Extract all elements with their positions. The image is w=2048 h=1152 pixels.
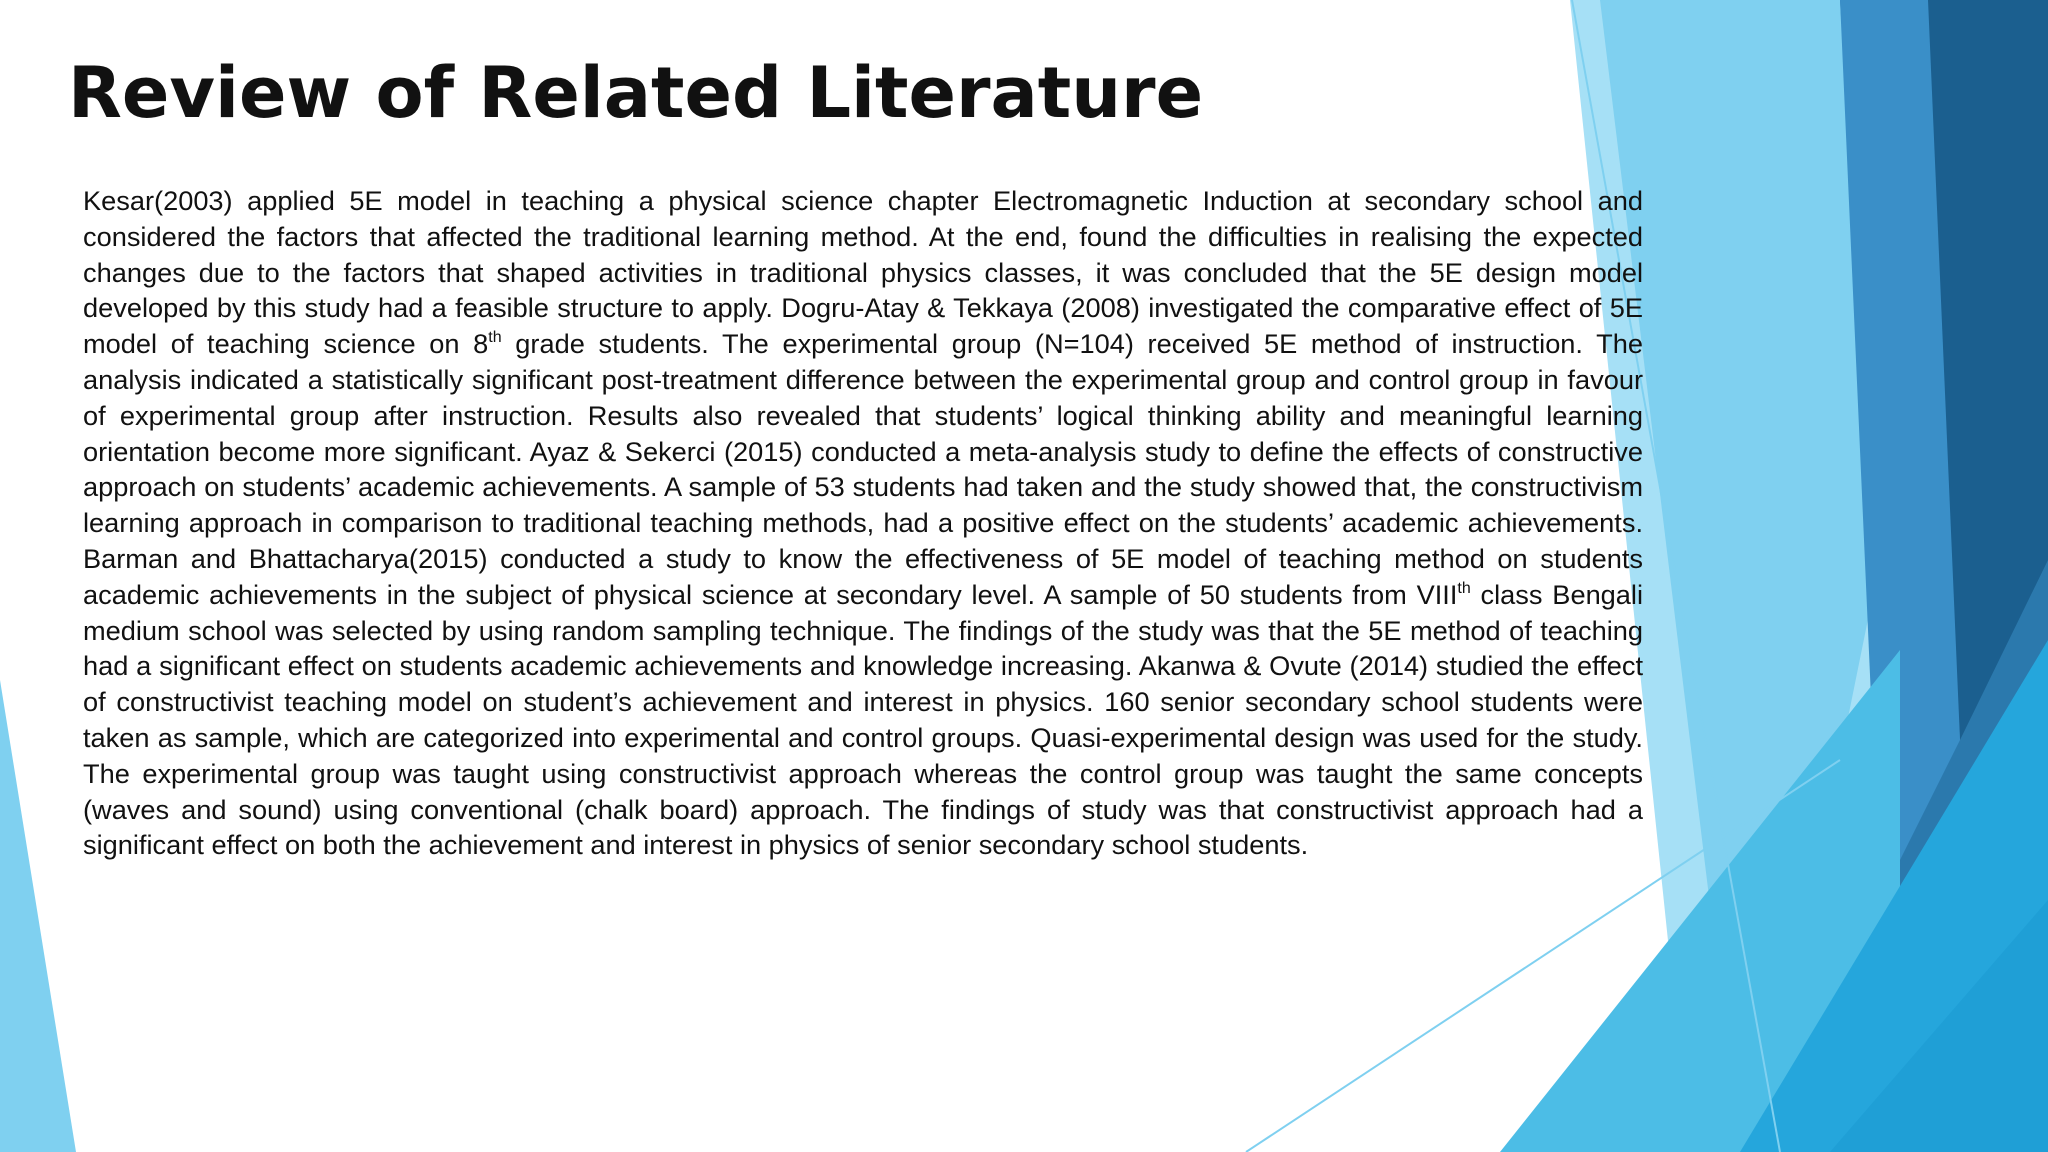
paragraph-text-part-1: Kesar(2003) applied 5E model in teaching a physical science chapter Electromagnetic Induction at secondary school and considered the factors that affected the traditional learning method. At the end, found the difficulties in realising the expected changes due to the factors that shaped activities in traditional physics classes, it was concluded that the 5E design model developed by this study had a feasible structure to apply. Dogru-Atay & Tekkaya (2008) investigated the comparative effect of 5E model of teaching science on 8 (83, 185, 1643, 360)
paragraph-text-part-3: class Bengali medium school was selected by using random sampling technique. The findings of the study was that the 5E method of teaching had a significant effect on students academic achievements and knowledge increasing. Akanwa & Ovute (2014) studied the effect of constructivist teaching model on student’s achievement and interest in physics. 160 senior secondary school students were taken as sample, which are categorized into experimental and control groups. Quasi-experimental design was used for the study. The experimental group was taught using constructivist approach whereas the control group was taught the same concepts (waves and sound) using conventional (chalk board) approach. The findings of study was that constructivist approach had a significant effect on both the achievement and interest in physics of senior secondary school students. (83, 578, 1644, 861)
left-edge-triangle (0, 680, 76, 1152)
superscript-th-1: th (488, 329, 502, 347)
slide-title: Review of Related Literature (68, 52, 1204, 134)
literature-review-paragraph (83, 183, 1643, 863)
paragraph-text-part-2: grade students. The experimental group (N=104) received 5E method of instruction. The analysis indicated a statistically significant post-treatment difference between the experimental group and control group in favour of experimental group after instruction. Results also revealed that students’ logical thinking ability and meaningful learning orientation become more significant. Ayaz & Sekerci (2015) conducted a meta-analysis study to define the effects of constructive approach on students’ academic achievements. A sample of 53 students had taken and the study showed that, the constructivism learning approach in comparison to traditional teaching methods, had a positive effect on the students’ academic achievements. Barman and Bhattacharya(2015) conducted a study to know the effectiveness of 5E model of teaching method on students academic achievements in the subject of physical science at secondary level. A sample of 50 students from VIII (83, 328, 1643, 610)
superscript-th-2: th (1457, 579, 1471, 597)
